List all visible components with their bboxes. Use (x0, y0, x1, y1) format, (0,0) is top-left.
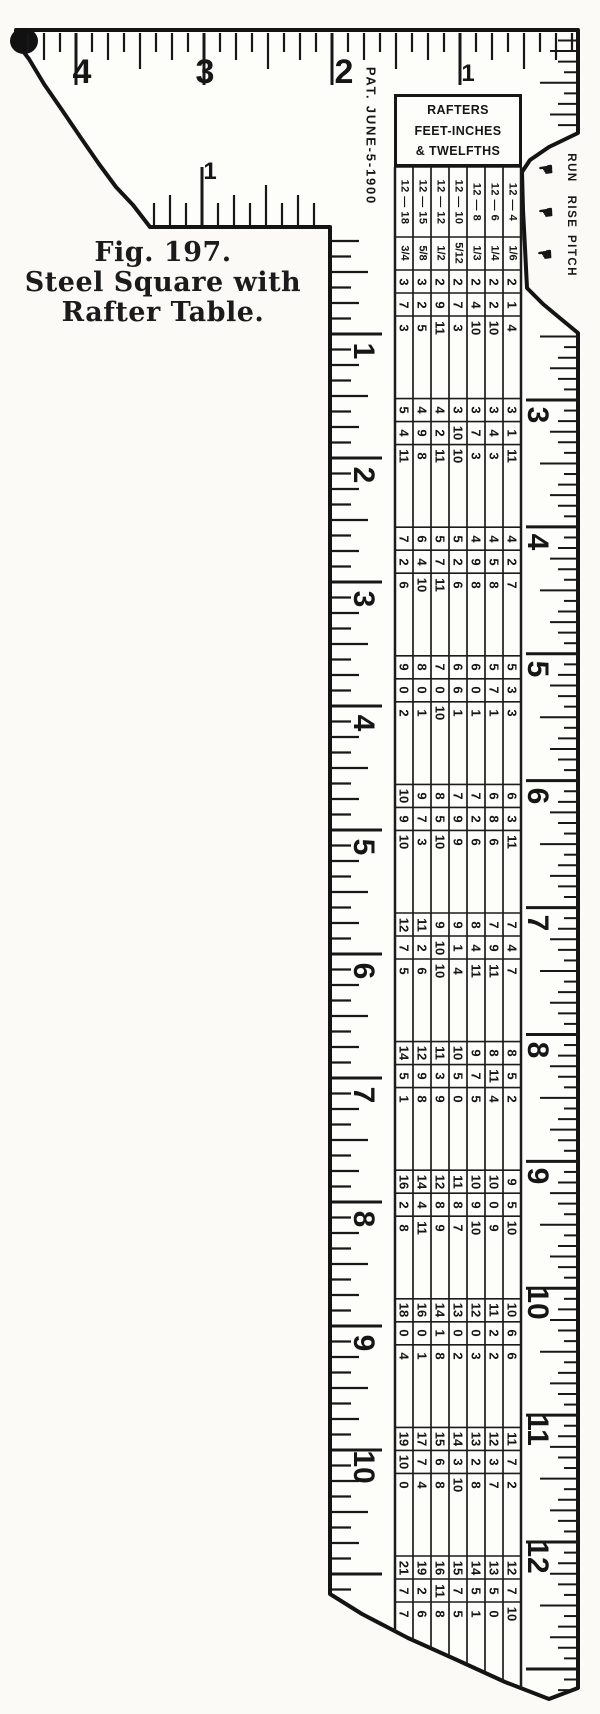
cell-run8-col6-inches: 11 (486, 1069, 502, 1083)
cell-run7-col5-feet: 8 (468, 920, 484, 929)
cell-run8-col6-twelfths: 4 (486, 1095, 502, 1103)
cell-run5-col4-inches: 6 (450, 686, 466, 694)
pitch-label: PITCH (564, 235, 577, 277)
cell-run6-col4-inches: 9 (450, 815, 466, 823)
cell-run3-col1-twelfths: 11 (396, 449, 412, 463)
cell-run3-col7-twelfths: 11 (504, 449, 520, 463)
cell-run3-col7-inches: 1 (504, 429, 520, 437)
cell-run6-col6-feet: 6 (486, 792, 502, 800)
cell-run8-col5-feet: 9 (468, 1049, 484, 1057)
cell-run4-col3-feet: 5 (432, 535, 448, 543)
cell-run12-col7-twelfths: 10 (504, 1606, 520, 1621)
cell-run2-col7-twelfths: 4 (504, 323, 520, 332)
cell-run9-col7-inches: 5 (504, 1201, 520, 1209)
cell-run9-col3-twelfths: 9 (432, 1224, 448, 1232)
cell-run5-col6-twelfths: 1 (486, 709, 502, 717)
cell-run9-col6-feet: 10 (486, 1174, 502, 1189)
cell-run3-col3-twelfths: 11 (432, 449, 448, 463)
cell-run11-col1-feet: 19 (396, 1431, 412, 1447)
cell-run2-col3-feet: 2 (432, 277, 448, 286)
blade-right-scale-number: 4 (521, 533, 554, 551)
cell-run7-col4-feet: 9 (450, 920, 466, 929)
cell-run12-col3-twelfths: 8 (432, 1609, 448, 1618)
blade-right-scale-number: 8 (521, 1041, 554, 1058)
cell-run10-col5-twelfths: 3 (468, 1352, 484, 1360)
cell-run11-col5-inches: 2 (468, 1458, 484, 1466)
cell-run12-col4-inches: 7 (450, 1586, 466, 1595)
cell-run4-col7-inches: 2 (504, 558, 520, 566)
torn-end-blob (10, 28, 38, 54)
cell-run10-col1-inches: 0 (396, 1329, 412, 1337)
cell-run8-col3-twelfths: 9 (432, 1095, 448, 1103)
pointing-hand-icon: ☚ (537, 202, 555, 224)
blade-right-scale-number: 7 (521, 914, 554, 931)
cell-run6-col3-inches: 5 (432, 815, 448, 823)
cell-run10-col3-twelfths: 8 (432, 1352, 448, 1360)
blade-right-scale-number: 12 (521, 1540, 554, 1574)
cell-run12-col5-inches: 5 (468, 1586, 484, 1595)
cell-run6-col3-feet: 8 (432, 792, 448, 800)
cell-run6-col7-inches: 3 (504, 815, 520, 823)
rafter-column-pitch-fraction: 1/4 (488, 245, 501, 261)
cell-run8-col7-feet: 8 (504, 1049, 520, 1057)
cell-run6-col1-inches: 9 (396, 815, 412, 823)
cell-run9-col6-twelfths: 9 (486, 1224, 502, 1232)
cell-run5-col3-twelfths: 10 (432, 706, 448, 721)
cell-run5-col7-twelfths: 3 (504, 709, 520, 717)
cell-run6-col1-twelfths: 10 (396, 834, 412, 850)
cell-run3-col1-inches: 4 (396, 429, 412, 437)
cell-run8-col5-inches: 7 (468, 1072, 484, 1080)
cell-run3-col2-twelfths: 8 (414, 452, 430, 460)
cell-run5-col3-feet: 7 (432, 663, 448, 671)
cell-run3-col2-inches: 9 (414, 429, 430, 437)
blade-left-scale-number: 9 (347, 1334, 380, 1352)
cell-run5-col2-inches: 0 (414, 686, 430, 694)
cell-run4-col3-twelfths: 11 (432, 577, 448, 592)
cell-run5-col5-twelfths: 1 (468, 709, 484, 717)
cell-run4-col1-feet: 7 (396, 535, 412, 543)
cell-run5-col2-feet: 8 (414, 663, 430, 671)
cell-run12-col3-inches: 11 (432, 1583, 448, 1598)
cell-run2-col4-twelfths: 3 (450, 323, 466, 332)
cell-run7-col1-inches: 7 (396, 943, 412, 952)
cell-run10-col5-inches: 0 (468, 1329, 484, 1337)
blade-left-scale-number: 1 (347, 342, 380, 360)
cell-run11-col7-inches: 7 (504, 1458, 520, 1466)
cell-run5-col6-inches: 7 (486, 686, 502, 694)
cell-run9-col2-feet: 14 (414, 1174, 430, 1189)
cell-run2-col1-twelfths: 3 (396, 323, 412, 332)
cell-run5-col1-twelfths: 2 (396, 709, 412, 717)
blade-left-scale-number: 3 (347, 590, 380, 608)
rafter-column-pitch-fraction: 1/3 (470, 245, 483, 261)
caption-line-2: Steel Square with (24, 267, 302, 299)
cell-run3-col5-inches: 7 (468, 429, 484, 437)
cell-run6-col2-inches: 7 (414, 815, 430, 823)
cell-run7-col1-twelfths: 5 (396, 966, 412, 975)
cell-run10-col7-feet: 10 (504, 1303, 520, 1318)
cell-run4-col2-feet: 6 (414, 535, 430, 543)
cell-run12-col7-inches: 7 (504, 1586, 520, 1595)
cell-run6-col3-twelfths: 10 (432, 834, 448, 850)
figure-caption (18, 238, 308, 329)
cell-run3-col6-feet: 3 (486, 406, 502, 414)
cell-run6-col6-twelfths: 6 (486, 838, 502, 846)
cell-run6-col5-twelfths: 6 (468, 838, 484, 846)
pointing-hand-icon: ☚ (536, 244, 554, 266)
cell-run3-col4-inches: 10 (450, 425, 466, 441)
cell-run5-col1-feet: 9 (396, 663, 412, 671)
cell-run11-col1-twelfths: 0 (396, 1481, 412, 1489)
blade-left-scale-number: 4 (347, 714, 380, 732)
cell-run8-col1-twelfths: 1 (396, 1095, 412, 1103)
cell-run11-col4-inches: 3 (450, 1458, 466, 1466)
cell-run5-col7-inches: 3 (504, 686, 520, 694)
cell-run11-col6-inches: 3 (486, 1458, 502, 1466)
cell-run10-col4-twelfths: 2 (450, 1352, 466, 1360)
cell-run2-col2-feet: 3 (414, 277, 430, 286)
run-label: RUN (564, 153, 577, 183)
cell-run9-col5-feet: 10 (468, 1174, 484, 1189)
rafter-column-run-rise: 12 — 6 (488, 182, 501, 222)
cell-run2-col2-inches: 2 (414, 300, 430, 309)
cell-run11-col6-twelfths: 7 (486, 1481, 502, 1489)
cell-run5-col4-twelfths: 1 (450, 709, 466, 717)
cell-run2-col3-twelfths: 11 (432, 320, 448, 335)
cell-run4-col4-twelfths: 6 (450, 581, 466, 589)
cell-run9-col3-feet: 12 (432, 1174, 448, 1189)
cell-run8-col7-inches: 5 (504, 1072, 520, 1080)
rafter-column-pitch-fraction: 1/2 (434, 245, 447, 261)
cell-run2-col6-feet: 2 (486, 277, 502, 286)
cell-run8-col4-feet: 10 (450, 1045, 466, 1061)
cell-run6-col7-twelfths: 11 (504, 835, 520, 849)
cell-run4-col6-twelfths: 8 (486, 581, 502, 589)
cell-run8-col2-feet: 12 (414, 1045, 430, 1061)
cell-run9-col6-inches: 0 (486, 1201, 502, 1209)
cell-run9-col7-twelfths: 10 (504, 1220, 520, 1235)
rafter-column-run-rise: 12 — 10 (452, 179, 465, 225)
cell-run4-col7-feet: 4 (504, 535, 520, 543)
cell-run7-col7-feet: 7 (504, 920, 520, 929)
cell-run9-col5-twelfths: 10 (468, 1220, 484, 1235)
cell-run6-col6-inches: 8 (486, 815, 502, 823)
cell-run10-col3-inches: 1 (432, 1329, 448, 1337)
cell-run9-col4-inches: 8 (450, 1201, 466, 1209)
blade-left-scale-number: 10 (347, 1450, 380, 1484)
cell-run11-col5-twelfths: 8 (468, 1481, 484, 1489)
cell-run9-col1-twelfths: 8 (396, 1224, 412, 1232)
cell-run2-col6-inches: 2 (486, 300, 502, 309)
cell-run4-col1-twelfths: 6 (396, 581, 412, 589)
blade-right-scale-number: 5 (521, 660, 554, 678)
rafter-column-run-rise: 12 — 8 (470, 182, 483, 222)
caption-line-3: Rafter Table. (61, 297, 265, 329)
cell-run6-col4-feet: 7 (450, 792, 466, 800)
cell-run7-col1-feet: 12 (396, 917, 412, 932)
tongue-inner-scale-number: 1 (203, 158, 217, 185)
cell-run2-col4-inches: 7 (450, 300, 466, 309)
cell-run2-col1-inches: 7 (396, 300, 412, 309)
cell-run11-col4-twelfths: 10 (450, 1477, 466, 1493)
cell-run9-col2-twelfths: 11 (414, 1220, 430, 1235)
cell-run4-col2-twelfths: 10 (414, 577, 430, 592)
rafter-column-pitch-fraction: 5/8 (416, 245, 429, 261)
cell-run6-col5-inches: 2 (468, 815, 484, 823)
blade-left-scale-number: 8 (347, 1210, 380, 1228)
cell-run6-col2-feet: 9 (414, 792, 430, 800)
cell-run8-col5-twelfths: 5 (468, 1095, 484, 1103)
cell-run9-col7-feet: 9 (504, 1178, 520, 1186)
cell-run6-col4-twelfths: 9 (450, 838, 466, 846)
rafter-column-run-rise: 12 — 18 (398, 179, 411, 225)
blade-left-scale-number: 6 (347, 962, 380, 980)
cell-run4-col5-twelfths: 8 (468, 581, 484, 589)
cell-run4-col2-inches: 4 (414, 558, 430, 566)
cell-run3-col7-feet: 3 (504, 406, 520, 414)
cell-run5-col1-inches: 0 (396, 686, 412, 694)
cell-run11-col4-feet: 14 (450, 1431, 466, 1447)
patent-date-stamp: PAT. JUNE-5-1900 (363, 66, 379, 206)
cell-run7-col7-inches: 4 (504, 943, 520, 952)
cell-run9-col4-feet: 11 (450, 1174, 466, 1189)
cell-run3-col1-feet: 5 (396, 406, 412, 414)
cell-run10-col6-feet: 11 (486, 1303, 502, 1318)
cell-run12-col1-twelfths: 7 (396, 1609, 412, 1618)
cell-run11-col2-feet: 17 (414, 1431, 430, 1447)
cell-run8-col3-feet: 11 (432, 1046, 448, 1060)
cell-run2-col7-feet: 2 (504, 277, 520, 286)
cell-run7-col3-inches: 10 (432, 940, 448, 955)
cell-run2-col5-inches: 4 (468, 300, 484, 309)
cell-run4-col3-inches: 7 (432, 558, 448, 566)
cell-run3-col3-inches: 2 (432, 429, 448, 437)
cell-run11-col7-twelfths: 2 (504, 1481, 520, 1489)
cell-run11-col1-inches: 10 (396, 1454, 412, 1470)
rafter-table-title (394, 94, 522, 167)
cell-run12-col2-inches: 2 (414, 1586, 430, 1595)
blade-right-scale-number: 11 (521, 1414, 554, 1447)
cell-run10-col2-twelfths: 1 (414, 1352, 430, 1360)
cell-run10-col7-inches: 6 (504, 1329, 520, 1337)
cell-run12-col4-feet: 15 (450, 1560, 466, 1575)
cell-run7-col2-twelfths: 6 (414, 966, 430, 975)
cell-run12-col7-feet: 12 (504, 1560, 520, 1575)
cell-run12-col5-twelfths: 1 (468, 1609, 484, 1618)
cell-run7-col2-feet: 11 (414, 917, 430, 932)
tongue-top-scale-number: 1 (461, 60, 475, 87)
cell-run5-col6-feet: 5 (486, 663, 502, 671)
blade-right-scale-number: 10 (521, 1286, 554, 1320)
caption-line-1: Fig. 197. (94, 237, 232, 268)
cell-run6-col2-twelfths: 3 (414, 838, 430, 846)
rafter-column-pitch-fraction: 5/12 (452, 242, 465, 264)
cell-run12-col4-twelfths: 5 (450, 1609, 466, 1618)
cell-run4-col4-feet: 5 (450, 535, 466, 543)
cell-run12-col6-twelfths: 0 (486, 1609, 502, 1618)
cell-run3-col5-feet: 3 (468, 406, 484, 414)
cell-run11-col5-feet: 13 (468, 1431, 484, 1447)
cell-run7-col4-inches: 1 (450, 943, 466, 952)
cell-run10-col6-inches: 2 (486, 1329, 502, 1337)
cell-run10-col2-inches: 0 (414, 1329, 430, 1337)
cell-run5-col2-twelfths: 1 (414, 709, 430, 717)
tongue-top-scale-number: 2 (334, 53, 354, 91)
cell-run2-col5-twelfths: 10 (468, 320, 484, 335)
rafter-title-line-3: & TWELFTHS (415, 143, 501, 158)
pointing-hand-icon: ☚ (537, 159, 555, 181)
cell-run7-col6-inches: 9 (486, 943, 502, 952)
cell-run5-col5-feet: 6 (468, 663, 484, 671)
cell-run9-col3-inches: 8 (432, 1201, 448, 1209)
cell-run7-col3-twelfths: 10 (432, 963, 448, 978)
cell-run7-col2-inches: 2 (414, 943, 430, 952)
cell-run9-col1-feet: 16 (396, 1174, 412, 1189)
cell-run3-col6-twelfths: 3 (486, 452, 502, 460)
cell-run11-col3-feet: 15 (432, 1431, 448, 1447)
cell-run10-col1-twelfths: 4 (396, 1352, 412, 1360)
cell-run8-col1-feet: 14 (396, 1045, 412, 1061)
cell-run12-col2-twelfths: 6 (414, 1609, 430, 1618)
cell-run8-col1-inches: 5 (396, 1072, 412, 1080)
cell-run2-col6-twelfths: 10 (486, 320, 502, 335)
cell-run7-col6-feet: 7 (486, 920, 502, 929)
cell-run10-col1-feet: 18 (396, 1303, 412, 1318)
cell-run5-col7-feet: 5 (504, 663, 520, 671)
cell-run8-col3-inches: 3 (432, 1072, 448, 1080)
cell-run11-col3-twelfths: 8 (432, 1481, 448, 1489)
cell-run3-col6-inches: 4 (486, 429, 502, 437)
cell-run7-col6-twelfths: 11 (486, 963, 502, 978)
cell-run7-col7-twelfths: 7 (504, 966, 520, 975)
cell-run10-col7-twelfths: 6 (504, 1352, 520, 1360)
rafter-column-pitch-fraction: 1/6 (506, 245, 519, 261)
cell-run2-col3-inches: 9 (432, 300, 448, 309)
cell-run12-col1-feet: 21 (396, 1560, 412, 1575)
cell-run8-col2-twelfths: 8 (414, 1095, 430, 1103)
rafter-column-run-rise: 12 — 15 (416, 179, 429, 225)
cell-run9-col2-inches: 4 (414, 1201, 430, 1209)
cell-run10-col6-twelfths: 2 (486, 1352, 502, 1360)
cell-run11-col6-feet: 12 (486, 1431, 502, 1447)
cell-run11-col2-inches: 7 (414, 1458, 430, 1466)
cell-run7-col4-twelfths: 4 (450, 966, 466, 975)
cell-run9-col5-inches: 9 (468, 1201, 484, 1209)
cell-run10-col5-feet: 12 (468, 1303, 484, 1318)
cell-run8-col7-twelfths: 2 (504, 1095, 520, 1103)
rise-label: RISE (564, 195, 577, 229)
cell-run12-col1-inches: 7 (396, 1586, 412, 1595)
cell-run9-col4-twelfths: 7 (450, 1224, 466, 1232)
rafter-column-run-rise: 12 — 4 (506, 182, 519, 222)
cell-run3-col5-twelfths: 3 (468, 452, 484, 460)
cell-run4-col6-feet: 4 (486, 535, 502, 543)
cell-run3-col2-feet: 4 (414, 406, 430, 414)
cell-run5-col4-feet: 6 (450, 663, 466, 671)
cell-run10-col4-inches: 0 (450, 1329, 466, 1337)
cell-run2-col1-feet: 3 (396, 277, 412, 286)
blade-left-scale-number: 5 (347, 838, 380, 856)
rafter-column-run-rise: 12 — 12 (434, 179, 447, 225)
cell-run10-col4-feet: 13 (450, 1303, 466, 1318)
cell-run7-col5-inches: 4 (468, 943, 484, 952)
cell-run10-col3-feet: 14 (432, 1303, 448, 1318)
cell-run2-col5-feet: 2 (468, 277, 484, 286)
cell-run8-col6-feet: 8 (486, 1049, 502, 1057)
cell-run2-col4-feet: 2 (450, 277, 466, 286)
cell-run4-col4-inches: 2 (450, 558, 466, 566)
tongue-top-scale-number: 4 (72, 53, 92, 91)
cell-run11-col7-feet: 11 (504, 1432, 520, 1446)
rafter-column-pitch-fraction: 3/4 (398, 245, 411, 261)
cell-run4-col6-inches: 5 (486, 558, 502, 566)
blade-left-scale-number: 2 (347, 466, 380, 484)
cell-run5-col3-inches: 0 (432, 686, 448, 694)
rafter-title-line-1: RAFTERS (427, 103, 489, 118)
cell-run3-col3-feet: 4 (432, 406, 448, 414)
rafter-title-line-2: FEET-INCHES (414, 123, 502, 138)
cell-run4-col7-twelfths: 7 (504, 581, 520, 589)
cell-run9-col1-inches: 2 (396, 1201, 412, 1209)
blade-right-scale-number: 3 (521, 406, 554, 424)
cell-run4-col5-inches: 9 (468, 558, 484, 566)
blade-right-scale-number: 6 (521, 787, 554, 805)
cell-run8-col4-twelfths: 0 (450, 1095, 466, 1103)
cell-run11-col2-twelfths: 4 (414, 1481, 430, 1489)
cell-run6-col1-feet: 10 (396, 788, 412, 804)
cell-run4-col1-inches: 2 (396, 558, 412, 566)
cell-run7-col5-twelfths: 11 (468, 963, 484, 978)
cell-run12-col6-inches: 5 (486, 1586, 502, 1595)
cell-run11-col3-inches: 6 (432, 1458, 448, 1466)
cell-run8-col2-inches: 9 (414, 1072, 430, 1080)
cell-run3-col4-feet: 3 (450, 406, 466, 414)
tongue-top-scale-number: 3 (195, 53, 215, 91)
cell-run12-col6-feet: 13 (486, 1560, 502, 1575)
cell-run2-col7-inches: 1 (504, 300, 520, 309)
cell-run12-col2-feet: 19 (414, 1560, 430, 1575)
cell-run2-col2-twelfths: 5 (414, 323, 430, 332)
cell-run3-col4-twelfths: 10 (450, 448, 466, 464)
cell-run10-col2-feet: 16 (414, 1303, 430, 1318)
blade-left-scale-number: 7 (347, 1086, 380, 1104)
cell-run7-col3-feet: 9 (432, 920, 448, 929)
cell-run8-col4-inches: 5 (450, 1072, 466, 1080)
cell-run4-col5-feet: 4 (468, 535, 484, 543)
cell-run12-col5-feet: 14 (468, 1560, 484, 1575)
cell-run5-col5-inches: 0 (468, 686, 484, 694)
cell-run12-col3-feet: 16 (432, 1560, 448, 1575)
cell-run6-col5-feet: 7 (468, 792, 484, 800)
cell-run6-col7-feet: 6 (504, 792, 520, 800)
blade-right-scale-number: 9 (521, 1168, 554, 1185)
